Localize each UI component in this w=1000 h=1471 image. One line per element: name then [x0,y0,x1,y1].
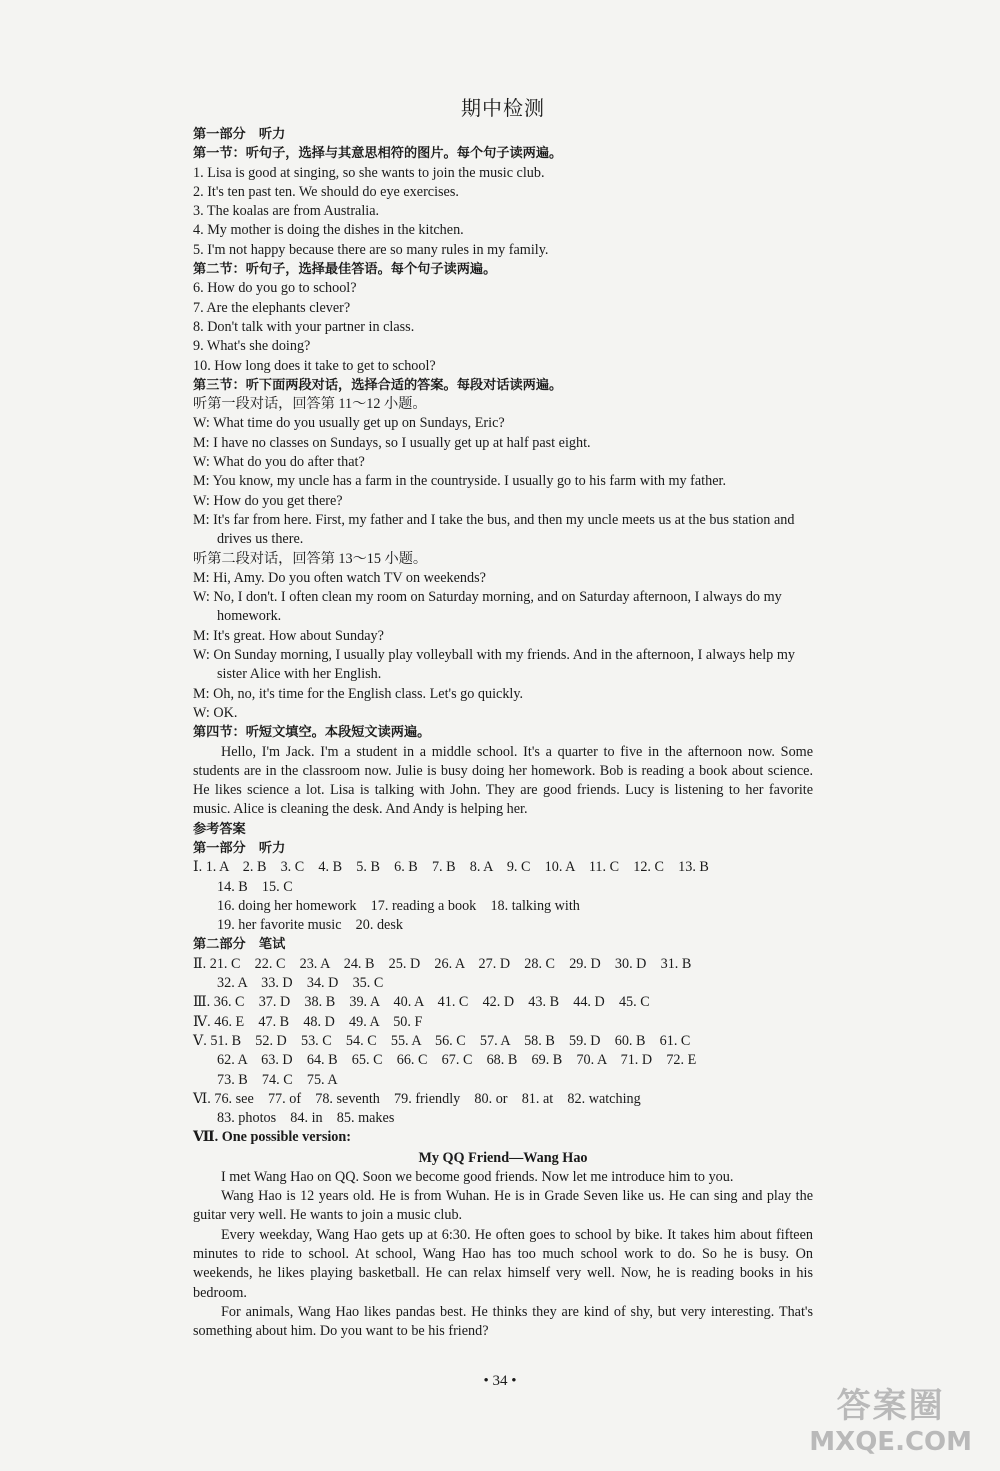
answers-part1-heading: 第一部分 听力 [193,840,286,856]
dialogue1-heading: 听第一段对话，回答第 11～12 小题。 [193,396,427,413]
answer-line: Ⅴ. 51. B 52. D 53. C 54. C 55. A 56. C 57. A 58. B 59. D 60. B 61. C [193,1032,691,1049]
section4-heading: 第四节：听短文填空。本段短文读两遍。 [193,725,431,741]
answer-line: 16. doing her homework 17. reading a book 18. talking with [217,897,580,914]
page-title: 期中检测 [461,98,545,120]
answer-line: 73. B 74. C 75. A [217,1071,338,1088]
answers-heading: 参考答案 [193,821,246,837]
dialogue-line: W: What do you do after that? [193,454,365,471]
answer-line: 32. A 33. D 34. D 35. C [217,975,384,992]
dialogue-line: M: You know, my uncle has a farm in the countryside. I usually go to his farm with my father. [193,473,726,490]
answer-line: 14. B 15. C [217,878,293,895]
dialogue2-heading: 听第二段对话，回答第 13～15 小题。 [193,550,428,567]
dialogue-line: M: Oh, no, it's time for the English class. Let's go quickly. [193,685,524,702]
answer-line: 19. her favorite music 20. desk [217,917,403,934]
answer-line: Ⅵ. 76. see 77. of 78. seventh 79. friendly 80. or 81. at 82. watching [193,1090,641,1107]
page-content [193,92,813,1341]
listening-item: 9. What's she doing? [193,338,311,355]
section3-heading: 第三节：听下面两段对话，选择合适的答案。每段对话读两遍。 [193,377,563,393]
answer-line: Ⅲ. 36. C 37. D 38. B 39. A 40. A 41. C 42. D 43. B 44. D 45. C [193,994,650,1011]
listening-item: 5. I'm not happy because there are so many rules in my family. [193,241,549,258]
section2-heading: 第二节：听句子，选择最佳答语。每个句子读两遍。 [193,262,497,278]
answer-line: Ⅰ. 1. A 2. B 3. C 4. B 5. B 6. B 7. B 8. A 9. C 10. A 11. C 12. C 13. B [193,859,709,876]
dialogue-line: W: On Sunday morning, I usually play volleyball with my friends. And in the afternoon, I always help my sister Alice with her English. [193,647,795,683]
listening-item: 3. The koalas are from Australia. [193,203,380,220]
listening-item: 8. Don't talk with your partner in class. [193,318,415,335]
listening-passage: Hello, I'm Jack. I'm a student in a middle school. It's a quarter to five in the afternoon now. Some students are in the classroom now. Julie is busy doing her homework. Bob is reading a book about science. He likes science a lot. Lisa is talking with John. They are good friends. Lucy is listening to her favorite music. Alice is cleaning the desk. And Andy is helping her. [193,743,813,818]
writing-heading: Ⅶ. One possible version: [193,1129,352,1146]
watermark-bottom: MXQE.COM [809,1427,972,1457]
dialogue-line: M: Hi, Amy. Do you often watch TV on weekends? [193,569,486,586]
listening-item: 7. Are the elephants clever? [193,299,351,316]
essay-paragraph: Wang Hao is 12 years old. He is from Wuhan. He is in Grade Seven like us. He can sing and play the guitar very well. He wants to join a music club. [193,1188,813,1224]
listening-item: 1. Lisa is good at singing, so she wants to join the music club. [193,164,545,181]
watermark-logo [809,1378,972,1457]
essay-paragraph: Every weekday, Wang Hao gets up at 6:30. He often goes to school by bike. It takes him about fifteen minutes to ride to school. At school, Wang Hao has too much school work to do. So he is busy. On weekends, he likes playing basketball. He can relax himself very well. Now, he is reading books in his bedroom. [193,1226,813,1301]
page-number: • 34 • [483,1373,517,1389]
dialogue-line: W: No, I don't. I often clean my room on Saturday morning, and on Saturday afternoon, I always do my homework. [193,589,782,625]
dialogue-line: M: I have no classes on Sundays, so I usually get up at half past eight. [193,434,591,451]
answer-line: Ⅱ. 21. C 22. C 23. A 24. B 25. D 26. A 27. D 28. C 29. D 30. D 31. B [193,955,692,972]
dialogue-line: W: OK. [193,704,238,721]
listening-item: 2. It's ten past ten. We should do eye exercises. [193,183,459,200]
essay-paragraph: I met Wang Hao on QQ. Soon we become good friends. Now let me introduce him to you. [221,1168,734,1185]
answer-line: Ⅳ. 46. E 47. B 48. D 49. A 50. F [193,1013,423,1030]
essay-paragraph: For animals, Wang Hao likes pandas best. He thinks they are kind of shy, but very interesting. That's something about him. Do you want to be his friend? [193,1303,813,1340]
answer-line: 83. photos 84. in 85. makes [217,1110,395,1127]
section1-heading: 第一节：听句子，选择与其意思相符的图片。每个句子读两遍。 [193,146,563,162]
part1-heading: 第一部分 听力 [193,127,286,142]
dialogue-line: M: It's great. How about Sunday? [193,627,384,644]
listening-item: 6. How do you go to school? [193,280,357,297]
dialogue-line: W: What time do you usually get up on Sundays, Eric? [193,415,505,432]
dialogue-line: M: It's far from here. First, my father and I take the bus, and then my uncle meets us at the bus station and drives us there. [193,511,795,548]
listening-item: 4. My mother is doing the dishes in the kitchen. [193,222,464,239]
essay-title: My QQ Friend—Wang Hao [418,1149,588,1166]
dialogue-line: W: How do you get there? [193,492,343,509]
listening-item: 10. How long does it take to get to school? [193,357,436,374]
answer-line: 62. A 63. D 64. B 65. C 66. C 67. C 68. B 69. B 70. A 71. D 72. E [217,1052,697,1069]
watermark-top: 答案圈 [836,1386,945,1426]
answers-part2-heading: 第二部分 笔试 [193,937,286,953]
